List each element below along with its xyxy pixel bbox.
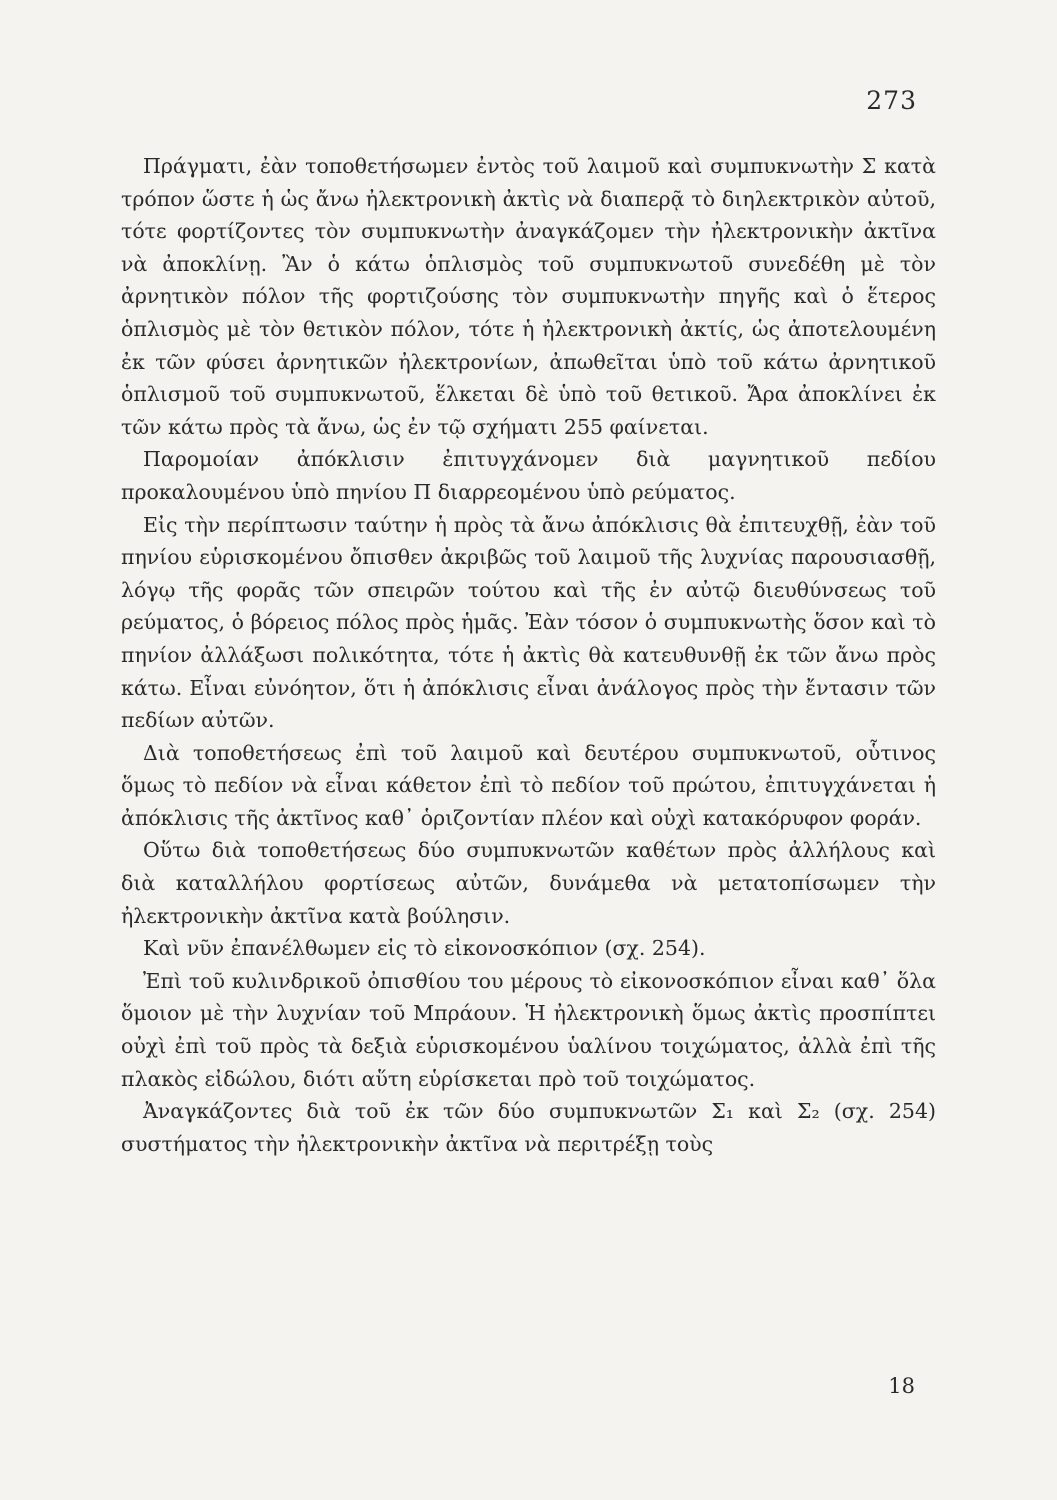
paragraph: Οὕτω διὰ τοποθετήσεως δύο συμπυκνωτῶν καθέτων πρὸς ἀλλήλους καὶ διὰ καταλλήλου φορτίσεως αὐτῶν, δυνάμεθα νὰ μετατοπίσωμεν τὴν ἠλεκτρονικὴν ἀκτῖνα κατὰ βούλησιν. (121, 838, 936, 928)
paragraph: Διὰ τοποθετήσεως ἐπὶ τοῦ λαιμοῦ καὶ δευτέρου συμπυκνωτοῦ, οὗτινος ὅμως τὸ πεδίον νὰ εἶναι κάθετον ἐπὶ τὸ πεδίον τοῦ πρώτου, ἐπιτυγχάνεται ἡ ἀπόκλισις τῆς ἀκτῖνος καθ᾽ ὁριζοντίαν πλέον καὶ οὐχὶ κατακόρυφον φοράν. (121, 740, 936, 830)
paragraph: Παρομοίαν ἀπόκλισιν ἐπιτυγχάνομεν διὰ μαγνητικοῦ πεδίου προκαλουμένου ὑπὸ πηνίου Π διαρρεομένου ὑπὸ ρεύματος. (121, 447, 936, 504)
paragraph: Ἐπὶ τοῦ κυλινδρικοῦ ὀπισθίου του μέρους τὸ εἰκονοσκόπιον εἶναι καθ᾽ ὅλα ὅμοιον μὲ τὴν λυχνίαν τοῦ Μπράουν. Ἡ ἠλεκτρονικὴ ὅμως ἀκτὶς προσπίπτει οὐχὶ ἐπὶ τοῦ πρὸς τὰ δεξιὰ εὑρισκομένου ὑαλίνου τοιχώματος, ἀλλὰ ἐπὶ τῆς πλακὸς εἰδώλου, διότι αὕτη εὑρίσκεται πρὸ τοῦ τοιχώματος. (121, 968, 936, 1091)
paragraph: Ἀναγκάζοντες διὰ τοῦ ἐκ τῶν δύο συμπυκνωτῶν Σ₁ καὶ Σ₂ (σχ. 254) συστήματος τὴν ἠλεκτρονικὴν ἀκτῖνα νὰ περιτρέξῃ τοὺς (121, 1099, 936, 1156)
body-text (121, 150, 936, 1160)
paragraph: Πράγματι, ἐὰν τοποθετήσωμεν ἐντὸς τοῦ λαιμοῦ καὶ συμπυκνωτὴν Σ κατὰ τρόπον ὥστε ἡ ὡς ἄνω ἠλεκτρονικὴ ἀκτὶς νὰ διαπερᾷ τὸ διηλεκτρικὸν αὐτοῦ, τότε φορτίζοντες τὸν συμπυκνωτὴν ἀναγκάζομεν τὴν ἠλεκτρονικὴν ἀκτῖνα νὰ ἀποκλίνῃ. Ἂν ὁ κάτω ὁπλισμὸς τοῦ συμπυκνωτοῦ συνεδέθη μὲ τὸν ἀρνητικὸν πόλον τῆς φορτιζούσης τὸν συμπυκνωτὴν πηγῆς καὶ ὁ ἕτερος ὁπλισμὸς μὲ τὸν θετικὸν πόλον, τότε ἡ ἠλεκτρονικὴ ἀκτίς, ὡς ἀποτελουμένη ἐκ τῶν φύσει ἀρνητικῶν ἠλεκτρονίων, ἀπωθεῖται ὑπὸ τοῦ κάτω ἀρνητικοῦ ὁπλισμοῦ τοῦ συμπυκνωτοῦ, ἕλκεται δὲ ὑπὸ τοῦ θετικοῦ. Ἄρα ἀποκλίνει ἐκ τῶν κάτω πρὸς τὰ ἄνω, ὡς ἐν τῷ σχήματι 255 φαίνεται. (121, 154, 936, 439)
paragraph: Καὶ νῦν ἐπανέλθωμεν εἰς τὸ εἰκονοσκόπιον (σχ. 254). (143, 936, 706, 961)
page-number: 273 (866, 86, 917, 115)
signature-mark: 18 (888, 1374, 915, 1398)
paragraph: Εἰς τὴν περίπτωσιν ταύτην ἡ πρὸς τὰ ἄνω ἀπόκλισις θὰ ἐπιτευχθῇ, ἐὰν τοῦ πηνίου εὑρισκομένου ὄπισθεν ἀκριβῶς τοῦ λαιμοῦ τῆς λυχνίας παρουσιασθῇ, λόγῳ τῆς φορᾶς τῶν σπειρῶν τούτου καὶ τῆς ἐν αὐτῷ διευθύνσεως τοῦ ρεύματος, ὁ βόρειος πόλος πρὸς ἡμᾶς. Ἐὰν τόσον ὁ συμπυκνωτὴς ὅσον καὶ τὸ πηνίον ἀλλάξωσι πολικότητα, τότε ἡ ἀκτὶς θὰ κατευθυνθῇ ἐκ τῶν ἄνω πρὸς κάτω. Εἶναι εὐνόητον, ὅτι ἡ ἀπόκλισις εἶναι ἀνάλογος πρὸς τὴν ἔντασιν τῶν πεδίων αὐτῶν. (121, 512, 936, 733)
